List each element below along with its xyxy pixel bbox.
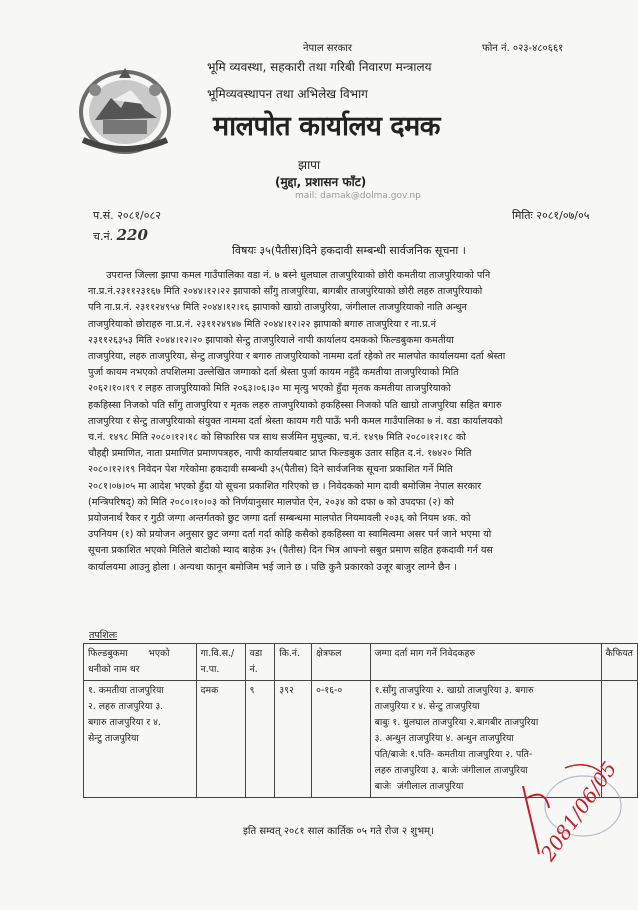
body-line: २०६२।१०।१९ र लहरु ताजपुरियाको मिति २०६३।०६।३० मा मृत्यु भएको हुँदा मृतक कमतीया ताजपुरियाको <box>88 383 451 395</box>
letter-date: मितिः २०८१/०७/०५ <box>512 209 590 222</box>
handwritten-signature <box>505 758 635 868</box>
cell-kitta: ३९२ <box>275 681 312 798</box>
table-header-row <box>84 644 638 681</box>
column-header-vdc: गा.वि.स./ न.पा. <box>196 644 245 681</box>
column-header-owner: फिल्डबुकमा भएको धनीको नाम थर <box>84 644 197 681</box>
ministry-name: भूमि व्यवस्था, सहकारी तथा गरिबी निवारण मन्त्रालय <box>207 60 432 74</box>
column-header-applicants: जग्गा दर्ता माग गर्ने निवेदकहरु <box>370 644 601 681</box>
closing-line: इति सम्वत् २०८१ साल कार्तिक ०५ गते रोज २ शुभम्। <box>243 826 434 837</box>
column-header-kitta: कि.नं. <box>275 644 312 681</box>
body-line: सूचना प्रकाशित भएको मितिले बाटोको म्याद बाहेक ३५ (पैतीस) दिन भित्र आफ्नो सबुत प्रमाण सहित हकदावी गर्न यस <box>88 545 493 557</box>
column-header-area: क्षेत्रफल <box>312 644 370 681</box>
cell-area: ०-१६-० <box>312 681 370 798</box>
body-line: हकहिस्सा निजको पति साँगु ताजपुरिया र मृतक लहरु ताजपुरियाको हकहिस्सा निजको पति खाग्रो ताजपुरिया सहित बगारु <box>88 399 502 411</box>
body-line: ताजपुरिया, लहरु ताजपुरिया, सेन्टु ताजपुरिया र बगारु ताजपुरियाको नाममा दर्ता रहेको तर मालपोत कार्यालयमा दर्ता श्रेस्ता <box>88 351 506 363</box>
body-line: कार्यालयमा आउनु होला । अन्यथा कानून बमोजिम भई जाने छ । पछि कुनै प्रकारको उजूर बाजुर लाग्ने छैन । <box>88 561 457 573</box>
cell-ward: ९ <box>245 681 275 798</box>
details-label: तपशिलः <box>89 630 118 641</box>
body-line: चौहद्दी प्रमाणित, नाता प्रमाणित प्रमाणपत्रहरु, नापी कार्यालयबाट प्राप्त फिल्डबुक उतार सहित द.नं. १७४२० मिति <box>88 448 472 460</box>
email-address: mail: damak@dolma.gov.np <box>295 191 421 201</box>
dispatch-number <box>93 226 148 244</box>
letter-reference-number: प.सं. २०८१/०८२ <box>93 209 161 222</box>
district-name: झापा <box>298 158 321 172</box>
body-line: ताजपुरियाको छोराहरु ना.प्र.नं. २३११२४९४७ मिति २०४४।१२।२२ झापाको बगारु ताजपुरिया र ना.प्र.नं <box>88 318 436 330</box>
government-label: नेपाल सरकार <box>303 43 352 54</box>
body-line: पनि ना.प्र.नं. २३११२४९५४ मिति २०४४।१२।१६ झापाको खाग्रो ताजपुरिया, जंगीलाल ताजपुरियाको नाति अन्धुन <box>88 302 467 314</box>
dispatch-number-value: 220 <box>116 226 148 244</box>
body-line: २३११२६३५३ मिति २०४४।१२।२० झापाको सेन्टु ताजपुरियाले नापी कार्यालय दमकको फिल्डबुकमा कमतीया <box>88 334 454 346</box>
cell-vdc: दमक <box>196 681 245 798</box>
body-line: च.नं. १४९८ मिति २०८०।१२।१८ को सिफारिस पत्र साथ सर्जमिन मुचुल्का, च.नं. १४९७ मिति २०८०।१२।१८ को <box>88 432 466 444</box>
body-line: पुर्जा कायम नभएको तपशिलमा उल्लेखित जग्गाको दर्ता श्रेस्ता पुर्जा कायम नहुँदै कमतीया ताजपुरियाको मिति <box>88 367 459 379</box>
body-line: उपरान्त जिल्ला झापा कमल गाउँपालिका वडा नं. ७ बस्ने धुलघाल ताजपुरियाको छोरी कमतीया ताजपुरियाको पनि <box>88 270 491 281</box>
body-line: २०८१।०७।०५ मा आदेश भएको हुँदा यो सूचना प्रकाशित गरिएको छ । निवेदकको माग दावी बमोजिम नेपाल सरकार <box>88 480 482 492</box>
section-name: (मुद्दा, प्रशासन फाँट) <box>275 175 367 189</box>
column-header-ward: वडा नं. <box>245 644 275 681</box>
notice-subject: विषयः ३५(पैतीस)दिने हकदावी सम्बन्धी सार्वजनिक सूचना । <box>232 244 466 257</box>
body-line: प्रयोजनार्थ रैकर र गुठी जग्गा अन्तर्गतको छुट जग्गा दर्ता सम्बन्धमा मालपोत नियमावली २०३६ को नियम ४क. को <box>88 513 471 525</box>
column-header-remarks: कैफियत <box>601 644 637 681</box>
svg-text:2081/06/05: 2081/06/05 <box>535 758 622 866</box>
phone-number: फोन नं. ०२३-४८०६६१ <box>482 43 564 54</box>
department-name: भूमिव्यवस्थापन तथा अभिलेख विभाग <box>207 87 368 101</box>
body-line: ना.प्र.नं.२३११२३१६७ मिति २०४४।१२।२२ झापाको साँगु ताजपुरिया, बागबीर ताजपुरियाको छोरी लहरु ताजपुरियाको <box>88 286 483 298</box>
body-line: उपनियम (१) को प्रयोजन अनुसार छुट जग्गा दर्ता गर्दा कोहि कसैको हकहिस्सा वा स्वामित्वमा असर पर्न जाने भएमा यो <box>88 529 492 541</box>
body-line: २०८०।१२।१९ निवेदन पेश गरेकोमा हकदावी सम्बन्धी ३५(पैतीस) दिने सार्वजनिक सूचना प्रकाशित गर्ने मिति <box>88 464 453 476</box>
cell-applicants: १.साँगु ताजपुरिया २. खाग्रो ताजपुरिया ३. बगारु ताजपुरिया र ४. सेन्टु ताजपुरिया बाबुः १. धुलघाल ताजपुरिया २.बागबीर ताजपुरिया ३. अन्धुन ताजपुरिया ४. अन्धुन ताजपुरिया पति/बाजेः १.पति- कमतीया ताजपुरिया २. पति- लहरु ताजपुरिया ३. बाजेः जंगीलाल ताजपुरिया बाजेः जंगीलाल ताजपुरिया <box>370 681 601 798</box>
cell-owners: १. कमतीया ताजपुरिया २. लहरु ताजपुरिया ३. बगारु ताजपुरिया र ४. सेन्टु ताजपुरिया <box>84 681 197 798</box>
office-name: मालपोत कार्यालय दमक <box>213 111 441 142</box>
body-line: ताजपुरिया र सेन्टु ताजपुरियाको संयुक्त नाममा दर्ता श्रेस्ता कायम गरी पाऊँ भनी कमल गाउँपालिका ७ नं. वडा कार्यालयको <box>88 415 503 427</box>
body-line: (मन्त्रिपरिषद्) को मिति २०८०।१०।०३ को निर्णयानुसार मालपोत ऐन, २०३४ को दफा ७ को उपदफा (२) को <box>88 496 454 508</box>
nepal-emblem-logo <box>73 60 177 158</box>
notice-body <box>88 268 633 576</box>
dispatch-number-label: च.नं. <box>93 230 114 243</box>
